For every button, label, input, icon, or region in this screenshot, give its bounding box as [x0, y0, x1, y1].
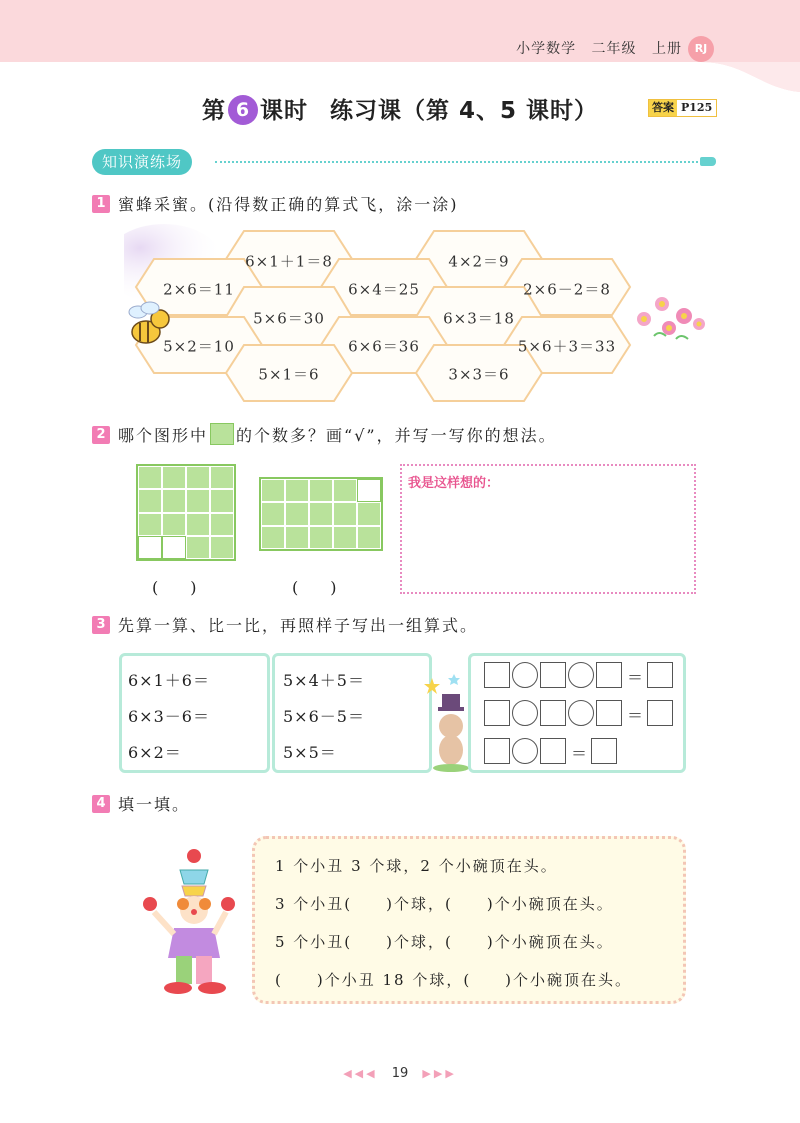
calc-expression: 6×2＝: [128, 743, 182, 762]
right-arrows-icon: ▶▶▶: [422, 1067, 457, 1080]
left-arrows-icon: ◀◀◀: [343, 1067, 378, 1080]
subject-label: 小学数学: [516, 41, 577, 57]
calc-expression: 5×5＝: [283, 743, 337, 762]
calc-box-2: [272, 653, 432, 773]
calc-expression: 6×3－6＝: [128, 707, 210, 726]
fill-line[interactable]: 3 个小丑( )个球，( )个小碗顶在头。: [275, 895, 614, 913]
title-prefix: 第: [201, 98, 226, 124]
answer-tag: [648, 99, 717, 117]
answer-circle[interactable]: [512, 738, 538, 764]
answer-page: P125: [677, 100, 716, 116]
calc-expression: 6×1＋6＝: [128, 671, 210, 690]
answer-square[interactable]: [647, 700, 673, 726]
hex-cell[interactable]: 2×6＝11: [163, 280, 235, 299]
question-3-text: 先算一算、比一比，再照样子写出一组算式。: [118, 616, 479, 635]
fill-line[interactable]: ( )个小丑 18 个球，( )个小碗顶在头。: [275, 971, 633, 989]
clown-icon: [138, 848, 238, 998]
page-number: 19: [391, 1066, 409, 1081]
section-heading: 知识演练场: [92, 149, 192, 175]
answer-circle[interactable]: [568, 662, 594, 688]
question-4-number: 4: [92, 795, 110, 813]
answer-circle[interactable]: [512, 700, 538, 726]
hex-cell[interactable]: 5×2＝10: [163, 337, 235, 356]
edition-badge: RJ: [688, 36, 714, 62]
answer-square[interactable]: [596, 700, 622, 726]
calc-box-3: [468, 653, 686, 773]
flower-icon: [637, 297, 705, 339]
lesson-number: 6: [228, 95, 258, 125]
title-name: 练习课（第 4、5 课时）: [329, 98, 599, 124]
hex-cell[interactable]: 6×1＋1＝8: [245, 252, 333, 271]
header-subject: [506, 38, 682, 58]
question-4-text: 填一填。: [118, 795, 191, 814]
answer-circle[interactable]: [512, 662, 538, 688]
title-suffix: 课时: [259, 98, 308, 124]
green-square-icon: [210, 423, 234, 445]
question-2-text: [118, 423, 557, 446]
equals-sign: ＝: [627, 706, 644, 725]
calc-expression: 5×6－5＝: [283, 707, 365, 726]
volume-label: 上册: [652, 41, 682, 57]
hex-cell[interactable]: 5×1＝6: [258, 365, 320, 384]
answer-square[interactable]: [647, 662, 673, 688]
answer-label: 答案: [649, 100, 677, 116]
hex-cell[interactable]: 2×6－2＝8: [523, 280, 611, 299]
question-2-text-before: 哪个图形中: [118, 426, 209, 445]
question-2-text-after: 的个数多？画“√”，并写一写你的想法。: [236, 426, 557, 445]
thinking-box[interactable]: [400, 464, 696, 594]
answer-paren-right[interactable]: ( ): [292, 578, 337, 597]
grid-right: [259, 477, 383, 551]
answer-paren-left[interactable]: ( ): [152, 578, 197, 597]
answer-square[interactable]: [596, 662, 622, 688]
equals-sign: ＝: [571, 744, 588, 763]
pencil-icon: [700, 157, 716, 166]
question-1-text: 蜜蜂采蜜。(沿得数正确的算式飞，涂一涂): [118, 195, 459, 214]
fill-line: 1 个小丑 3 个球，2 个小碗顶在头。: [275, 857, 558, 875]
grid-left: [136, 464, 236, 561]
fill-line[interactable]: 5 个小丑( )个球，( )个小碗顶在头。: [275, 933, 614, 951]
answer-square[interactable]: [540, 700, 566, 726]
hex-cell[interactable]: 4×2＝9: [448, 252, 510, 271]
answer-square[interactable]: [540, 738, 566, 764]
honeycomb-puzzle: [124, 224, 710, 404]
question-2-number: 2: [92, 426, 110, 444]
grade-label: 二年级: [591, 41, 637, 57]
question-1-number: 1: [92, 195, 110, 213]
hex-cell[interactable]: 3×3＝6: [448, 365, 510, 384]
hex-cell[interactable]: 6×3＝18: [443, 309, 515, 328]
fill-in-box: [252, 836, 686, 1004]
calc-box-1: [119, 653, 270, 773]
hex-cell[interactable]: 5×6＝30: [253, 309, 325, 328]
honeycomb-svg: [124, 224, 710, 404]
question-3-number: 3: [92, 616, 110, 634]
answer-square[interactable]: [591, 738, 617, 764]
answer-square[interactable]: [540, 662, 566, 688]
thinking-label: 我是这样想的：: [408, 476, 500, 491]
section-divider: [215, 161, 702, 163]
hex-cell[interactable]: 6×4＝25: [348, 280, 420, 299]
hex-cell[interactable]: 6×6＝36: [348, 337, 420, 356]
calc-expression: 5×4＋5＝: [283, 671, 365, 690]
answer-square[interactable]: [484, 738, 510, 764]
page-footer: [0, 1066, 800, 1081]
answer-square[interactable]: [484, 700, 510, 726]
answer-circle[interactable]: [568, 700, 594, 726]
equals-sign: ＝: [627, 668, 644, 687]
answer-square[interactable]: [484, 662, 510, 688]
hex-cell[interactable]: 5×6＋3＝33: [517, 337, 617, 356]
